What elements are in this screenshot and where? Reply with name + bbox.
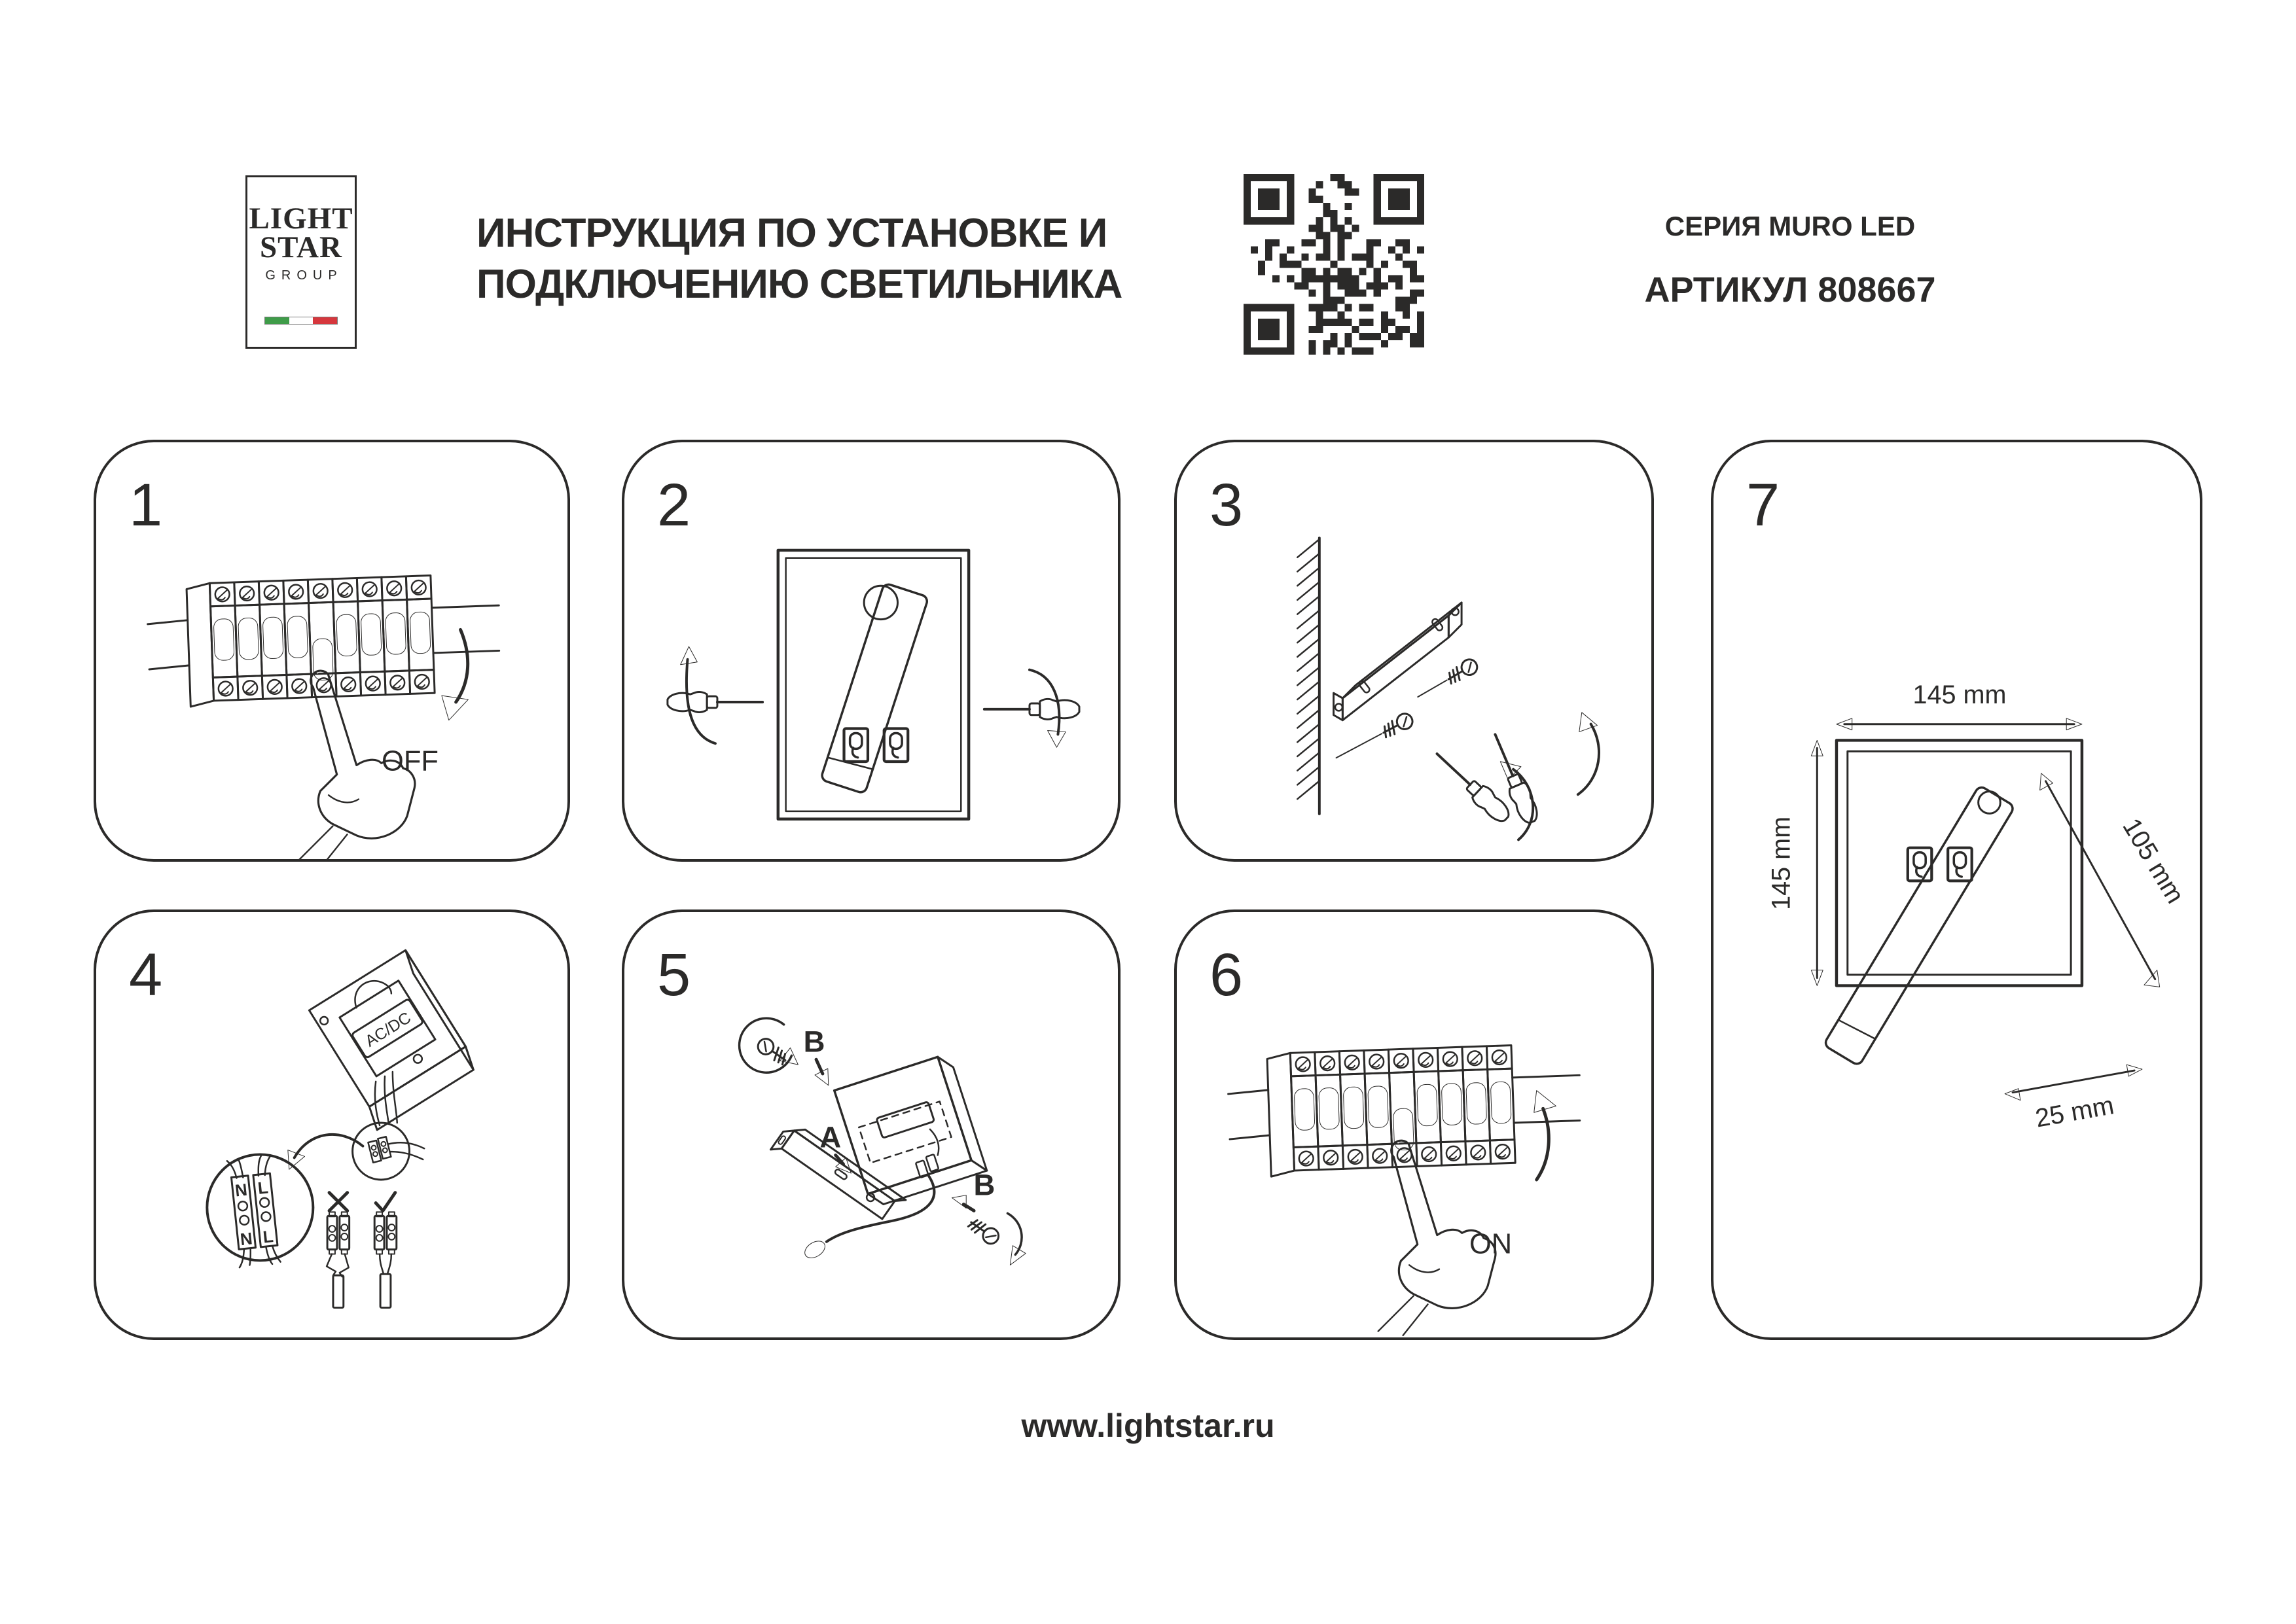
reading-tube — [821, 583, 929, 794]
website-url: www.lightstar.ru — [1021, 1407, 1275, 1444]
step-3-number: 3 — [1210, 472, 1244, 538]
power-cable — [827, 1176, 935, 1242]
check-mark-icon — [376, 1193, 395, 1211]
rotate-up-arrow — [1537, 1108, 1549, 1180]
driver-block — [351, 981, 423, 1058]
correct-wire-end — [374, 1212, 397, 1307]
x-mark-icon — [329, 1193, 348, 1211]
height-dimension — [1767, 740, 1823, 985]
label-a: A — [819, 1120, 842, 1154]
wall-hatching — [1297, 539, 1319, 799]
terminal-l-top: L — [257, 1178, 270, 1198]
reading-tube — [1823, 785, 2015, 1066]
lightstar-logo — [245, 175, 357, 349]
logo-star: STAR — [260, 230, 342, 264]
rotate-down-arrow — [456, 629, 468, 702]
toggle-switch-icon — [1948, 848, 1972, 881]
toggle-switch-icon — [884, 729, 908, 762]
screwdriver-left-icon — [668, 692, 762, 712]
ccw-rotation-arrow — [687, 660, 715, 743]
dim-height-label: 145 mm — [1767, 816, 1796, 910]
terminal-magnified — [207, 1154, 313, 1267]
driver-label: AC/DC — [362, 1009, 414, 1051]
lamp-front — [778, 550, 969, 819]
step-5-assembly-illustration — [624, 912, 1118, 1337]
tube-dimension — [2040, 773, 2190, 987]
terminal-close-view — [353, 1123, 427, 1180]
article-number: АРТИКУЛ 808667 — [1644, 270, 1936, 309]
step-4-number: 4 — [129, 942, 163, 1008]
cw-rotation-arrow — [1030, 670, 1059, 735]
dim-tube-label: 105 mm — [2117, 813, 2190, 909]
cable-plug — [802, 1238, 828, 1262]
step-7-dimensions-illustration — [1713, 442, 2200, 1337]
step-2-lamp-screwdrivers-illustration — [624, 442, 1118, 859]
step-3-bracket-mount-illustration — [1177, 442, 1651, 859]
terminal-n-bottom: N — [239, 1229, 254, 1250]
title-line-1: ИНСТРУКЦИЯ ПО УСТАНОВКЕ И — [476, 211, 1107, 256]
label-b-bottom: B — [973, 1168, 996, 1202]
step-1-number: 1 — [129, 472, 163, 538]
mounting-bracket — [1334, 603, 1462, 720]
page-title — [476, 208, 1122, 310]
step-2-panel — [622, 440, 1121, 862]
screw-icon — [1414, 656, 1480, 703]
step-2-number: 2 — [657, 472, 691, 538]
off-label: OFF — [382, 745, 439, 777]
step-1-panel — [94, 440, 570, 862]
italian-flag-icon — [264, 317, 338, 325]
on-label: ON — [1469, 1228, 1513, 1260]
circuit-breaker — [147, 573, 502, 708]
toggle-switch-icon — [844, 729, 868, 762]
dim-depth-label: 25 mm — [2033, 1091, 2117, 1133]
step-5-panel — [622, 909, 1121, 1340]
back-box — [309, 950, 473, 1130]
series-name: СЕРИЯ MURO LED — [1664, 211, 1916, 241]
depth-dimension — [2005, 1065, 2142, 1133]
step-4-panel — [94, 909, 570, 1340]
circuit-breaker — [1227, 1043, 1583, 1178]
logo-group: GROUP — [265, 268, 343, 283]
logo-light: LIGHT — [249, 202, 353, 236]
screwdriver-right-icon — [984, 699, 1079, 719]
rotation-arrow — [1578, 724, 1599, 795]
label-b-top: B — [803, 1025, 825, 1059]
rotation-arrow — [1007, 1213, 1022, 1254]
toggle-switch-icon — [1908, 848, 1932, 881]
step-6-number: 6 — [1210, 942, 1244, 1008]
terminal-l-bottom: L — [262, 1227, 275, 1247]
step-4-wiring-illustration — [96, 912, 567, 1337]
product-info — [1604, 211, 1977, 310]
lamp-face-drawing — [1823, 740, 2082, 1066]
screw-icon — [967, 1216, 1001, 1246]
step-5-number: 5 — [657, 942, 691, 1008]
dim-width-label: 145 mm — [1912, 680, 2007, 710]
screwdriver-icon — [1430, 747, 1513, 826]
lamp-back — [834, 1057, 987, 1204]
driver-wires — [375, 1072, 397, 1125]
step-7-number: 7 — [1746, 472, 1780, 538]
step-6-breaker-on-illustration — [1177, 912, 1651, 1337]
title-line-2: ПОДКЛЮЧЕНИЮ СВЕТИЛЬНИКА — [476, 262, 1122, 307]
qr-code-icon — [1244, 174, 1424, 355]
step-6-panel — [1174, 909, 1654, 1340]
terminal-n-top: N — [234, 1180, 249, 1201]
step-7-panel — [1711, 440, 2202, 1340]
step-3-panel — [1174, 440, 1654, 862]
wrong-wire-end — [327, 1212, 350, 1307]
step-1-breaker-off-illustration — [96, 442, 567, 859]
width-dimension — [1837, 680, 2082, 730]
